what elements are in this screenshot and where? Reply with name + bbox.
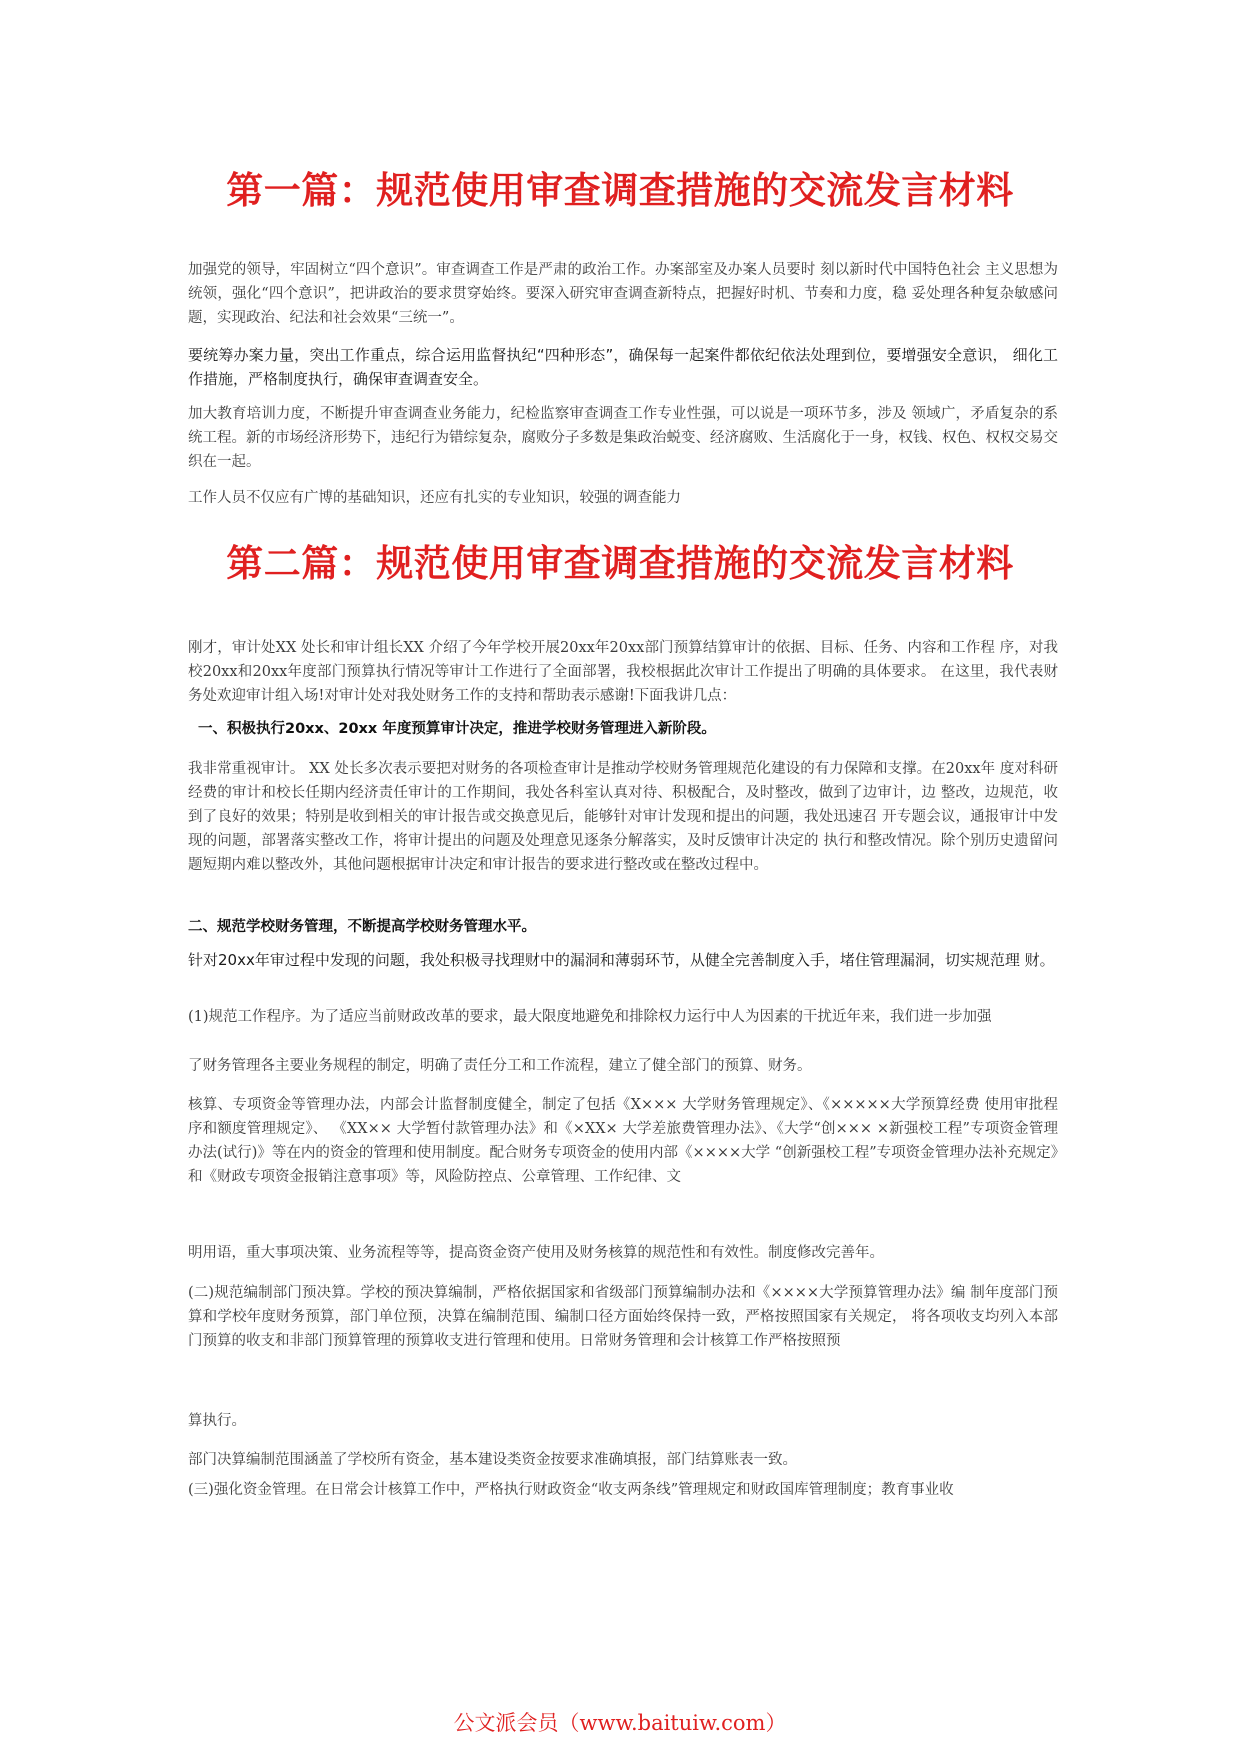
article-2-paragraph-3: 针对20xx年审过程中发现的问题，我处积极寻找理财中的漏洞和薄弱环节，从健全完善制度入手，堵住管理漏洞，切实规范理 财。 <box>188 951 1055 969</box>
article-2-heading-1: 一、积极执行20xx、20xx 年度预算审计决定，推进学校财务管理进入新阶段。 <box>198 721 716 737</box>
article-2-paragraph-6: 核算、专项资金等管理办法，内部会计监督制度健全，制定了包括《X××× 大学财务管理规定》、《×××××大学预算经费 使用审批程序和额度管理规定》、 《XX×× 大学暂付款管理办法》和《×XX× 大学差旅费管理办法》、《大学“创××× ×新强校工程”专项资金管理办法(试行)》等在内的资金的管理和使用制度。配合财务专项资金的使用内部《××××大学 “创新强校工程”专项资金管理办法补充规定》和《财政专项资金报销注意事项》等，风险防控点、公章管理、工作纪律、文 <box>188 1097 1058 1185</box>
article-2-paragraph-9: 算执行。 <box>188 1413 246 1429</box>
article-2-paragraph-5: 了财务管理各主要业务规程的制定，明确了责任分工和工作流程，建立了健全部门的预算、财务。 <box>188 1058 812 1074</box>
article-2-paragraph-10: 部门决算编制范围涵盖了学校所有资金，基本建设类资金按要求准确填报，部门结算账表一致。 <box>188 1452 797 1468</box>
article-2-paragraph-2: 我非常重视审计。 XX 处长多次表示要把对财务的各项检查审计是推动学校财务管理规范化建设的有力保障和支撑。在20xx年 度对科研经费的审计和校长任期内经济责任审计的工作期间，我处各科室认真对待、积极配合，及时整改，做到了边审计，边 整改，边规范，收到了良好的效果；特别是收到相关的审计报告或交换意见后，能够针对审计发现和提出的问题，我处迅速召 开专题会议，通报审计中发现的问题，部署落实整改工作，将审计提出的问题及处理意见逐条分解落实，及时反馈审计决定的 执行和整改情况。除个别历史遗留问题短期内难以整改外，其他问题根据审计决定和审计报告的要求进行整改或在整改过程中。 <box>188 761 1058 873</box>
article-2-title: 第二篇：规范使用审查调查措施的交流发言材料 <box>226 541 1014 585</box>
article-2-paragraph-7: 明用语，重大事项决策、业务流程等等，提高资金资产使用及财务核算的规范性和有效性。制度修改完善年。 <box>188 1245 884 1261</box>
article-2-paragraph-4: (1)规范工作程序。为了适应当前财政改革的要求，最大限度地避免和排除权力运行中人为因素的干扰近年来，我们进一步加强 <box>188 1009 992 1025</box>
article-1-title: 第一篇：规范使用审查调查措施的交流发言材料 <box>226 168 1014 212</box>
article-1-paragraph-2: 要统筹办案力量，突出工作重点，综合运用监督执纪“四种形态”，确保每一起案件都依纪依法处理到位，要增强安全意识， 细化工作措施，严格制度执行，确保审查调查安全。 <box>188 346 1058 388</box>
article-1-paragraph-1: 加强党的领导，牢固树立“四个意识”。审查调查工作是严肃的政治工作。办案部室及办案人员要时 刻以新时代中国特色社会 主义思想为统领，强化“四个意识”，把讲政治的要求贯穿始终。要深入研究审查调查新特点，把握好时机、节奏和力度，稳 妥处理各种复杂敏感问题，实现政治、纪法和社会效果“三统一”。 <box>188 262 1058 326</box>
footer-watermark: 公文派会员（www.baituiw.com） <box>453 1711 787 1735</box>
article-2-paragraph-8: (二)规范编制部门预决算。学校的预决算编制，严格依据国家和省级部门预算编制办法和《××××大学预算管理办法》编 制年度部门预算和学校年度财务预算，部门单位预，决算在编制范围、编制口径方面始终保持一致，严格按照国家有关规定， 将各项收支均列入本部门预算的收支和非部门预算管理的预算收支进行管理和使用。日常财务管理和会计核算工作严格按照预 <box>188 1285 1058 1349</box>
article-1-paragraph-4: 工作人员不仅应有广博的基础知识，还应有扎实的专业知识，较强的调查能力 <box>188 490 681 506</box>
article-2-paragraph-1: 刚才，审计处XX 处长和审计组长XX 介绍了今年学校开展20xx年20xx部门预算结算审计的依据、目标、任务、内容和工作程 序，对我校20xx和20xx年度部门预算执行情况等审计工作进行了全面部署，我校根据此次审计工作提出了明确的具体要求。 在这里，我代表财务处欢迎审计组入场!对审计处对我处财务工作的支持和帮助表示感谢!下面我讲几点： <box>188 640 1058 704</box>
article-2-paragraph-11: (三)强化资金管理。在日常会计核算工作中，严格执行财政资金“收支两条线”管理规定和财政国库管理制度；教育事业收 <box>188 1482 954 1498</box>
article-1-paragraph-3: 加大教育培训力度，不断提升审查调查业务能力，纪检监察审查调查工作专业性强，可以说是一项环节多，涉及 领域广，矛盾复杂的系统工程。新的市场经济形势下，违纪行为错综复杂，腐败分子多数是集政治蜕变、经济腐败、生活腐化于一身，权钱、权色、权权交易交织在一起。 <box>188 406 1058 470</box>
article-2-heading-2: 二、规范学校财务管理，不断提高学校财务管理水平。 <box>188 919 536 935</box>
